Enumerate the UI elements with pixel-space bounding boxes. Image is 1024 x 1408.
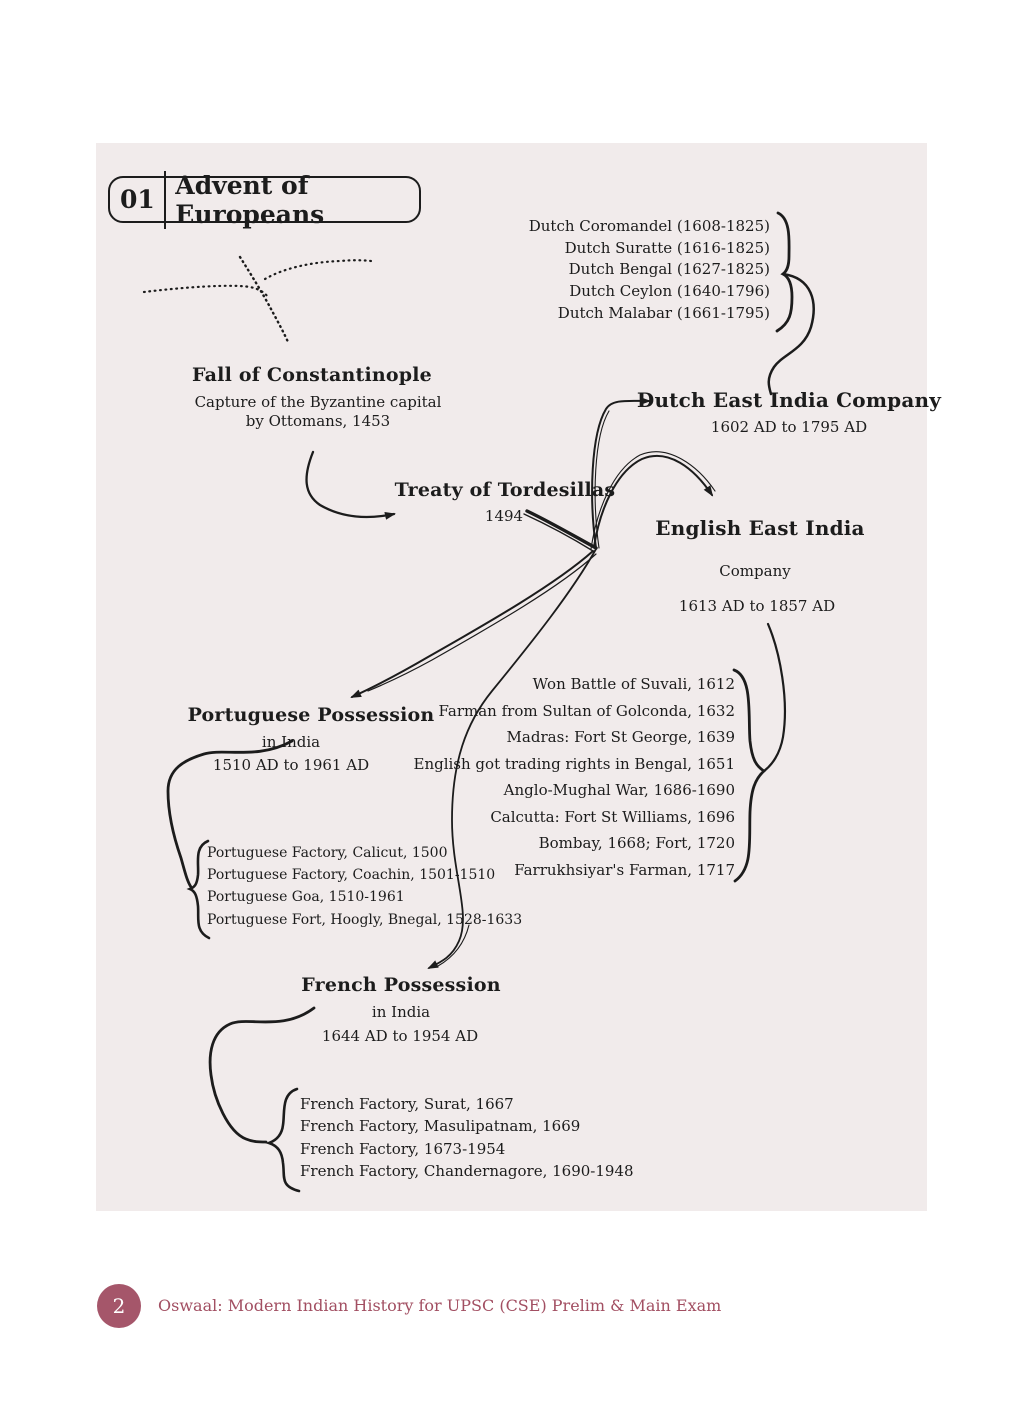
treaty-title: Treaty of Tordesillas	[394, 479, 616, 501]
list-item: Dutch Coromandel (1608-1825)	[528, 217, 770, 235]
list-item: Portuguese Factory, Coachin, 1501-1510	[207, 867, 496, 884]
chapter-divider	[164, 171, 167, 229]
list-item: Anglo-Mughal War, 1686-1690	[503, 781, 735, 799]
english-company-title-line1: English East India	[655, 516, 865, 540]
book-footer-title: Oswaal: Modern Indian History for UPSC (CSE) Prelim & Main Exam	[158, 1296, 722, 1315]
list-item: Madras: Fort St George, 1639	[506, 728, 735, 746]
list-item: Calcutta: Fort St Williams, 1696	[490, 807, 735, 826]
list-item: English got trading rights in Bengal, 1651	[413, 754, 735, 773]
chapter-title: Advent of Europeans	[175, 170, 325, 229]
english-company-period: 1613 AD to 1857 AD	[678, 597, 836, 615]
list-item: Dutch Malabar (1661-1795)	[557, 303, 770, 322]
list-item: Bombay, 1668; Fort, 1720	[538, 834, 735, 852]
list-item: French Factory, Surat, 1667	[300, 1095, 514, 1113]
list-item: French Factory, Masulipatnam, 1669	[300, 1117, 581, 1136]
dutch-settlements-list	[529, 216, 770, 325]
list-item: Dutch Ceylon (1640-1796)	[569, 282, 770, 301]
dutch-company-title: Dutch East India Company	[636, 388, 942, 412]
portuguese-factories-list	[207, 842, 522, 931]
fall-of-constantinople-title: Fall of Constantinople	[192, 364, 432, 386]
page-number: 2	[112, 1294, 126, 1318]
portuguese-period: 1510 AD to 1961 AD	[212, 756, 370, 774]
english-company-title-line2: Company	[719, 562, 791, 580]
chapter-number: 01	[120, 185, 155, 214]
list-item: Won Battle of Suvali, 1612	[532, 675, 735, 693]
portuguese-subtitle: in India	[261, 733, 321, 751]
fall-desc-line1: Capture of the Byzantine capital	[194, 393, 442, 411]
french-period: 1644 AD to 1954 AD	[321, 1027, 479, 1045]
french-subtitle: in India	[371, 1003, 431, 1021]
list-item: Farman from Sultan of Golconda, 1632	[438, 701, 735, 720]
treaty-year: 1494	[484, 507, 524, 525]
list-item: Portuguese Factory, Calicut, 1500	[207, 845, 448, 861]
list-item: Portuguese Goa, 1510-1961	[207, 889, 405, 906]
chapter-title-box	[108, 170, 421, 229]
fall-desc-line2: by Ottomans, 1453	[245, 412, 391, 430]
french-factories-list	[300, 1093, 634, 1182]
list-item: Portuguese Fort, Hoogly, Bnegal, 1528-1633	[207, 911, 523, 928]
dutch-company-period: 1602 AD to 1795 AD	[710, 418, 868, 436]
list-item: Dutch Bengal (1627-1825)	[568, 260, 770, 279]
list-item: French Factory, 1673-1954	[300, 1139, 506, 1158]
french-title: French Possession	[301, 974, 501, 996]
list-item: French Factory, Chandernagore, 1690-1948	[300, 1161, 634, 1180]
list-item: Farrukhsiyar's Farman, 1717	[514, 860, 735, 879]
page-number-badge	[97, 1284, 141, 1328]
portuguese-title: Portuguese Possession	[187, 704, 435, 726]
list-item: Dutch Suratte (1616-1825)	[564, 238, 770, 257]
